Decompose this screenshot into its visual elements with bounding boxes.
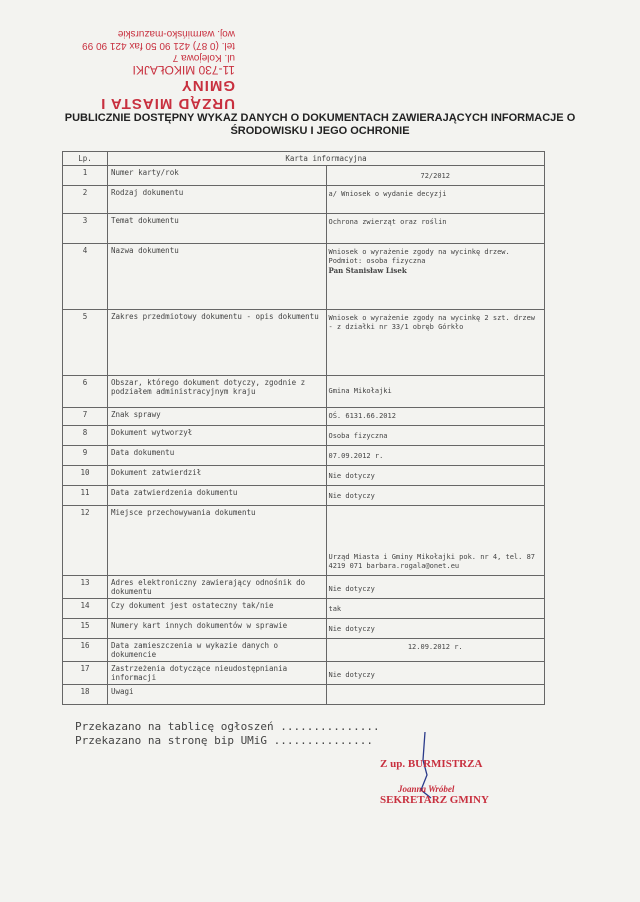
stamp-line-3: ul. Kolejowa 7: [172, 52, 235, 63]
table-row: [63, 576, 545, 599]
row-value: [326, 685, 545, 705]
row-value: Ochrona zwierząt oraz roślin: [326, 214, 545, 244]
header-lp: Lp.: [63, 152, 108, 166]
table-header-row: [63, 152, 545, 166]
info-card-table: [62, 151, 545, 705]
table-row: [63, 166, 545, 186]
row-number: 14: [63, 599, 108, 619]
table-row: [63, 186, 545, 214]
row-label: Nazwa dokumentu: [108, 244, 327, 310]
table-row: [63, 466, 545, 486]
footer-notes: [75, 720, 380, 748]
row-label: Miejsce przechowywania dokumentu: [108, 506, 327, 576]
stamp-line-2: 11-730 MIKOŁAJKI: [132, 63, 235, 77]
row-label: Numer karty/rok: [108, 166, 327, 186]
header-card: Karta informacyjna: [108, 152, 545, 166]
row-label: Numery kart innych dokumentów w sprawie: [108, 619, 327, 639]
table-row: [63, 408, 545, 426]
row-label: Dokument wytworzył: [108, 426, 327, 446]
table-row: [63, 486, 545, 506]
stamp-line-4: tel. (0 87) 421 90 50 fax 421 90 99: [82, 40, 235, 51]
table-row: [63, 639, 545, 662]
row-value: OŚ. 6131.66.2012: [326, 408, 545, 426]
signature-stamp: [380, 730, 510, 810]
row-number: 18: [63, 685, 108, 705]
table-row: [63, 506, 545, 576]
row-value: Urząd Miasta i Gminy Mikołajki pok. nr 4, tel. 87 4219 071 barbara.rogala@onet.eu: [326, 506, 545, 576]
row-value: Wniosek o wyrażenie zgody na wycinkę 2 szt. drzew - z działki nr 33/1 obręb Górkło: [326, 310, 545, 376]
row-number: 3: [63, 214, 108, 244]
footer-line-notice-board: Przekazano na tablicę ogłoszeń ...............: [75, 720, 380, 733]
row-label: Data zatwierdzenia dokumentu: [108, 486, 327, 506]
row-label: Znak sprawy: [108, 408, 327, 426]
row-number: 13: [63, 576, 108, 599]
table-row: [63, 662, 545, 685]
row-value-person: Pan Stanisław Lisek: [328, 266, 407, 275]
row-number: 10: [63, 466, 108, 486]
row-value: Gmina Mikołajki: [326, 376, 545, 408]
row-number: 1: [63, 166, 108, 186]
table-row: [63, 446, 545, 466]
footer-line-bip: Przekazano na stronę bip UMiG ...............: [75, 734, 374, 747]
row-value: Nie dotyczy: [326, 619, 545, 639]
table-row: [63, 310, 545, 376]
stamp-line-5: woj. warmińsko-mazurskie: [117, 28, 235, 39]
row-number: 9: [63, 446, 108, 466]
row-value: a/ Wniosek o wydanie decyzji: [326, 186, 545, 214]
row-number: 2: [63, 186, 108, 214]
signature-line-1: Z up. BURMISTRZA: [380, 758, 483, 770]
row-number: 15: [63, 619, 108, 639]
row-value: Nie dotyczy: [326, 662, 545, 685]
row-label: Dokument zatwierdził: [108, 466, 327, 486]
row-number: 6: [63, 376, 108, 408]
table-row: [63, 599, 545, 619]
row-value: Nie dotyczy: [326, 576, 545, 599]
row-label: Czy dokument jest ostateczny tak/nie: [108, 599, 327, 619]
signature-line-2: SEKRETARZ GMINY: [380, 794, 489, 806]
table-row: [63, 685, 545, 705]
row-value: 12.09.2012 r.: [326, 639, 545, 662]
row-value: Osoba fizyczna: [326, 426, 545, 446]
row-number: 7: [63, 408, 108, 426]
table-row: [63, 244, 545, 310]
row-label: Zakres przedmiotowy dokumentu - opis dokumentu: [108, 310, 327, 376]
row-value: tak: [326, 599, 545, 619]
row-label: Adres elektroniczny zawierający odnośnik do dokumentu: [108, 576, 327, 599]
document-title: PUBLICZNIE DOSTĘPNY WYKAZ DANYCH O DOKUMENTACH ZAWIERAJĄCYCH INFORMACJE O ŚRODOWISKU I JEGO OCHRONIE: [64, 112, 576, 137]
row-number: 5: [63, 310, 108, 376]
row-value: Nie dotyczy: [326, 466, 545, 486]
row-label: Data zamieszczenia w wykazie danych o dokumencie: [108, 639, 327, 662]
office-stamp: [50, 28, 235, 112]
row-label: Data dokumentu: [108, 446, 327, 466]
row-label: Zastrzeżenia dotyczące nieudostępniania informacji: [108, 662, 327, 685]
row-label: Obszar, którego dokument dotyczy, zgodnie z podziałem administracyjnym kraju: [108, 376, 327, 408]
row-label: Rodzaj dokumentu: [108, 186, 327, 214]
row-number: 16: [63, 639, 108, 662]
row-value-text: Wniosek o wyrażenie zgody na wycinkę drzew. Podmiot: osoba fizyczna: [328, 248, 510, 265]
row-number: 17: [63, 662, 108, 685]
row-number: 8: [63, 426, 108, 446]
signature-name: Joanna Wróbel: [398, 784, 455, 794]
row-value: 07.09.2012 r.: [326, 446, 545, 466]
table-row: [63, 376, 545, 408]
row-number: 12: [63, 506, 108, 576]
row-value: [326, 244, 545, 310]
table-row: [63, 214, 545, 244]
row-label: Temat dokumentu: [108, 214, 327, 244]
table-row: [63, 426, 545, 446]
row-value: Nie dotyczy: [326, 486, 545, 506]
row-number: 11: [63, 486, 108, 506]
row-label: Uwagi: [108, 685, 327, 705]
table-row: [63, 619, 545, 639]
row-number: 4: [63, 244, 108, 310]
stamp-line-1: URZĄD MIASTA I GMINY: [100, 77, 235, 112]
row-value: 72/2012: [326, 166, 545, 186]
